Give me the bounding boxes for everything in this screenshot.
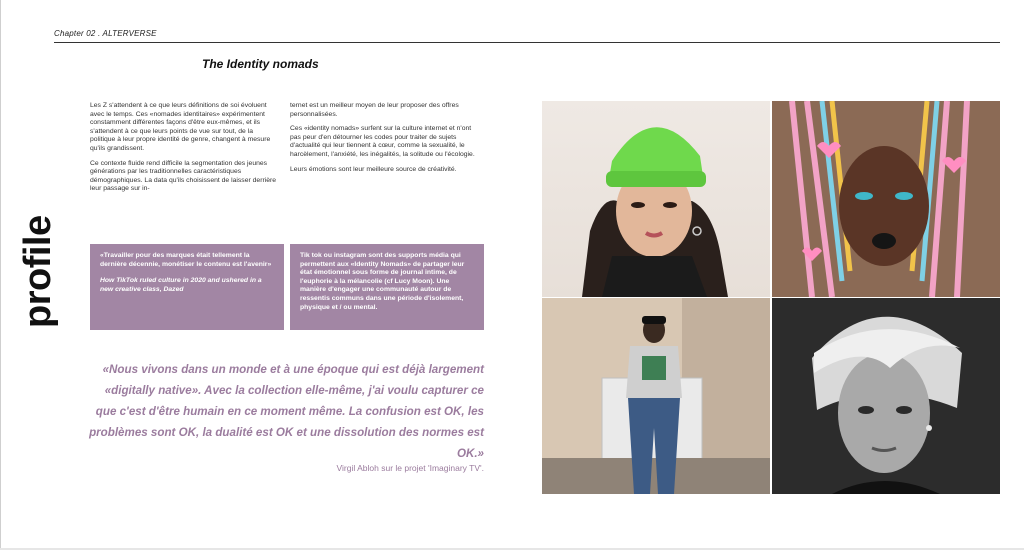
callout-box-info bbox=[290, 244, 484, 330]
pull-quote-source: Virgil Abloh sur le projet 'Imaginary TV'. bbox=[336, 463, 484, 473]
chapter-header: Chapter 02 . ALTERVERSE bbox=[54, 29, 157, 38]
photo-green-beanie bbox=[542, 101, 770, 297]
paragraph: Ces «identity nomads» surfent sur la culture internet et n'ont pas peur d'en détourner les codes pour traiter de sujets d'actualité qui leur tiennent à cœur, comme la sexualité, le harcèlement, l'anxiété, les inégalités, la solitude ou l'écologie. bbox=[290, 125, 475, 158]
callout-quote: «Travailler pour des marques était tellement la dernière décennie, monétiser le contenu est l'avenir» bbox=[100, 252, 272, 268]
page-edge bbox=[0, 0, 1, 550]
photo-street-man bbox=[542, 298, 770, 494]
header-divider bbox=[54, 42, 1000, 43]
callout-box-quote bbox=[90, 244, 284, 330]
photo-bw-portrait bbox=[772, 298, 1000, 494]
pull-quote: «Nous vivons dans un monde et à une époque qui est déjà largement «digitally native». Avec la collection elle-même, j'ai voulu capturer ce que c'est d'être humain en ce moment même. La confusion est OK, les problèmes sont OK, la dualité est OK et une dissolution des normes est OK.» bbox=[89, 363, 484, 460]
section-side-label: profile bbox=[17, 215, 59, 328]
article-title: The Identity nomads bbox=[202, 57, 319, 71]
paragraph: Les Z s'attendent à ce que leurs définitions de soi évoluent avec le temps. Ces «nomades identitaires» expérimentent constamment différentes façons d'être eux-mêmes, et ils s'attendent à ce que leurs points de vue sur tout, de la politique à leur propre identité de genre, changent à mesure qu'ils grandissent. bbox=[90, 102, 271, 152]
paragraph: Leurs émotions sont leur meilleure source de créativité. bbox=[290, 165, 457, 173]
body-column-1 bbox=[90, 102, 278, 200]
photo-colorful-braids bbox=[772, 101, 1000, 297]
callout-source: How TikTok ruled culture in 2020 and ushered in a new creative class, Dazed bbox=[100, 277, 262, 293]
body-column-2 bbox=[290, 102, 480, 180]
paragraph: ternet est un meilleur moyen de leur proposer des offres personnalisées. bbox=[290, 102, 459, 118]
callout-text: Tik tok ou instagram sont des supports média qui permettent aux «Identity Nomads» de partager leur état émotionnel sous forme de journal intime, de l'euphorie à la mélancolie (cf Lucy Moon). Une manière d'engager une communauté autour de ressentis communs dans une période d'isolement, physique et / ou mental. bbox=[300, 252, 465, 311]
paragraph: Ce contexte fluide rend difficile la segmentation des jeunes générations par les traditionnelles caractéristiques démographiques. La data qu'ils choisissent de laisser derrière leur passage sur in- bbox=[90, 159, 277, 193]
